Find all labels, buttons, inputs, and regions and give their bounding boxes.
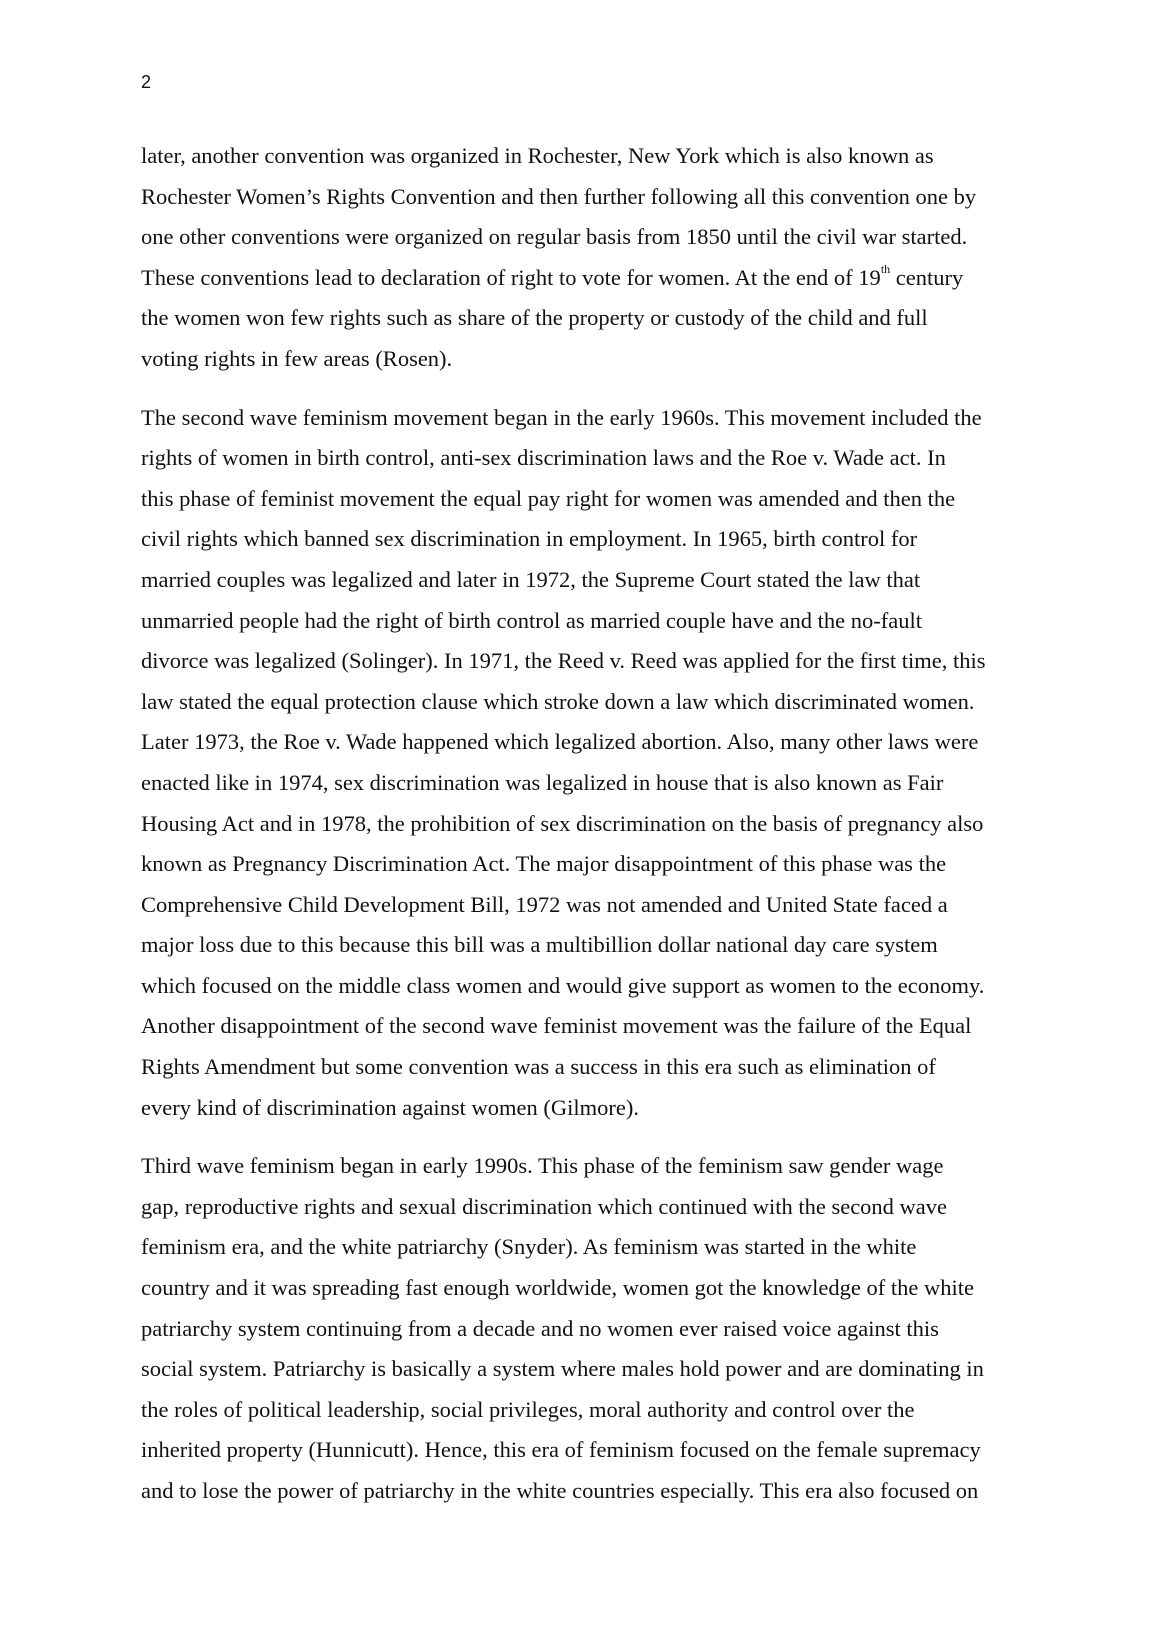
text-line: law stated the equal protection clause which stroke down a law which discriminated women. [141, 688, 975, 714]
text-line: the roles of political leadership, social privileges, moral authority and control over the [141, 1396, 915, 1422]
text-line: every kind of discrimination against women (Gilmore). [141, 1094, 639, 1120]
text-line: country and it was spreading fast enough worldwide, women got the knowledge of the white [141, 1275, 974, 1301]
text-segment: century [890, 264, 964, 290]
text-line: Third wave feminism began in early 1990s. This phase of the feminism saw gender wage [141, 1153, 944, 1179]
paragraph [141, 136, 1031, 380]
text-line: civil rights which banned sex discrimination in employment. In 1965, birth control for [141, 526, 918, 552]
text-line: gap, reproductive rights and sexual discrimination which continued with the second wave [141, 1193, 948, 1219]
paragraph [141, 1146, 1031, 1511]
text-line: Housing Act and in 1978, the prohibition of sex discrimination on the basis of pregnancy also [141, 810, 984, 836]
text-line: Rights Amendment but some convention was a success in this era such as elimination of [141, 1054, 936, 1080]
body-text [141, 136, 1031, 1530]
text-line: and to lose the power of patriarchy in the white countries especially. This era also focused on [141, 1478, 979, 1503]
text-line: unmarried people had the right of birth control as married couple have and the no-fault [141, 607, 922, 633]
page-number: 2 [141, 72, 152, 92]
text-line: later, another convention was organized in Rochester, New York which is also known as [141, 143, 934, 168]
text-line: rights of women in birth control, anti-sex discrimination laws and the Roe v. Wade act. In [141, 445, 946, 471]
text-line: feminism era, and the white patriarchy (Snyder). As feminism was started in the white [141, 1234, 917, 1260]
text-line: one other conventions were organized on regular basis from 1850 until the civil war started. [141, 224, 968, 250]
superscript: th [880, 262, 891, 277]
text-line: married couples was legalized and later in 1972, the Supreme Court stated the law that [141, 566, 921, 592]
text-line: known as Pregnancy Discrimination Act. The major disappointment of this phase was the [141, 851, 947, 877]
text-line: which focused on the middle class women and would give support as women to the economy. [141, 972, 985, 998]
text-line: the women won few rights such as share of the property or custody of the child and full [141, 305, 928, 331]
text-line: Another disappointment of the second wave feminist movement was the failure of the Equal [141, 1013, 972, 1039]
text-segment: These conventions lead to declaration of right to vote for women. At the end of 19 [141, 264, 881, 290]
text-line: voting rights in few areas (Rosen). [141, 345, 453, 371]
text-line: social system. Patriarchy is basically a system where males hold power and are dominating in [141, 1356, 984, 1382]
paragraph [141, 398, 1031, 1129]
text-line: enacted like in 1974, sex discrimination was legalized in house that is also known as Fair [141, 769, 944, 795]
text-line [141, 258, 1031, 299]
text-line: Rochester Women’s Rights Convention and then further following all this convention one by [141, 183, 977, 209]
text-line: Later 1973, the Roe v. Wade happened which legalized abortion. Also, many other laws were [141, 729, 979, 755]
text-line: Comprehensive Child Development Bill, 1972 was not amended and United State faced a [141, 891, 948, 917]
text-line: The second wave feminism movement began in the early 1960s. This movement included the [141, 404, 982, 430]
text-line: major loss due to this because this bill was a multibillion dollar national day care system [141, 932, 938, 958]
text-line: divorce was legalized (Solinger). In 1971, the Reed v. Reed was applied for the first time, this [141, 648, 986, 674]
text-line: this phase of feminist movement the equal pay right for women was amended and then the [141, 485, 956, 511]
text-line: inherited property (Hunnicutt). Hence, this era of feminism focused on the female supremacy [141, 1437, 981, 1463]
text-line: patriarchy system continuing from a decade and no women ever raised voice against this [141, 1315, 939, 1341]
